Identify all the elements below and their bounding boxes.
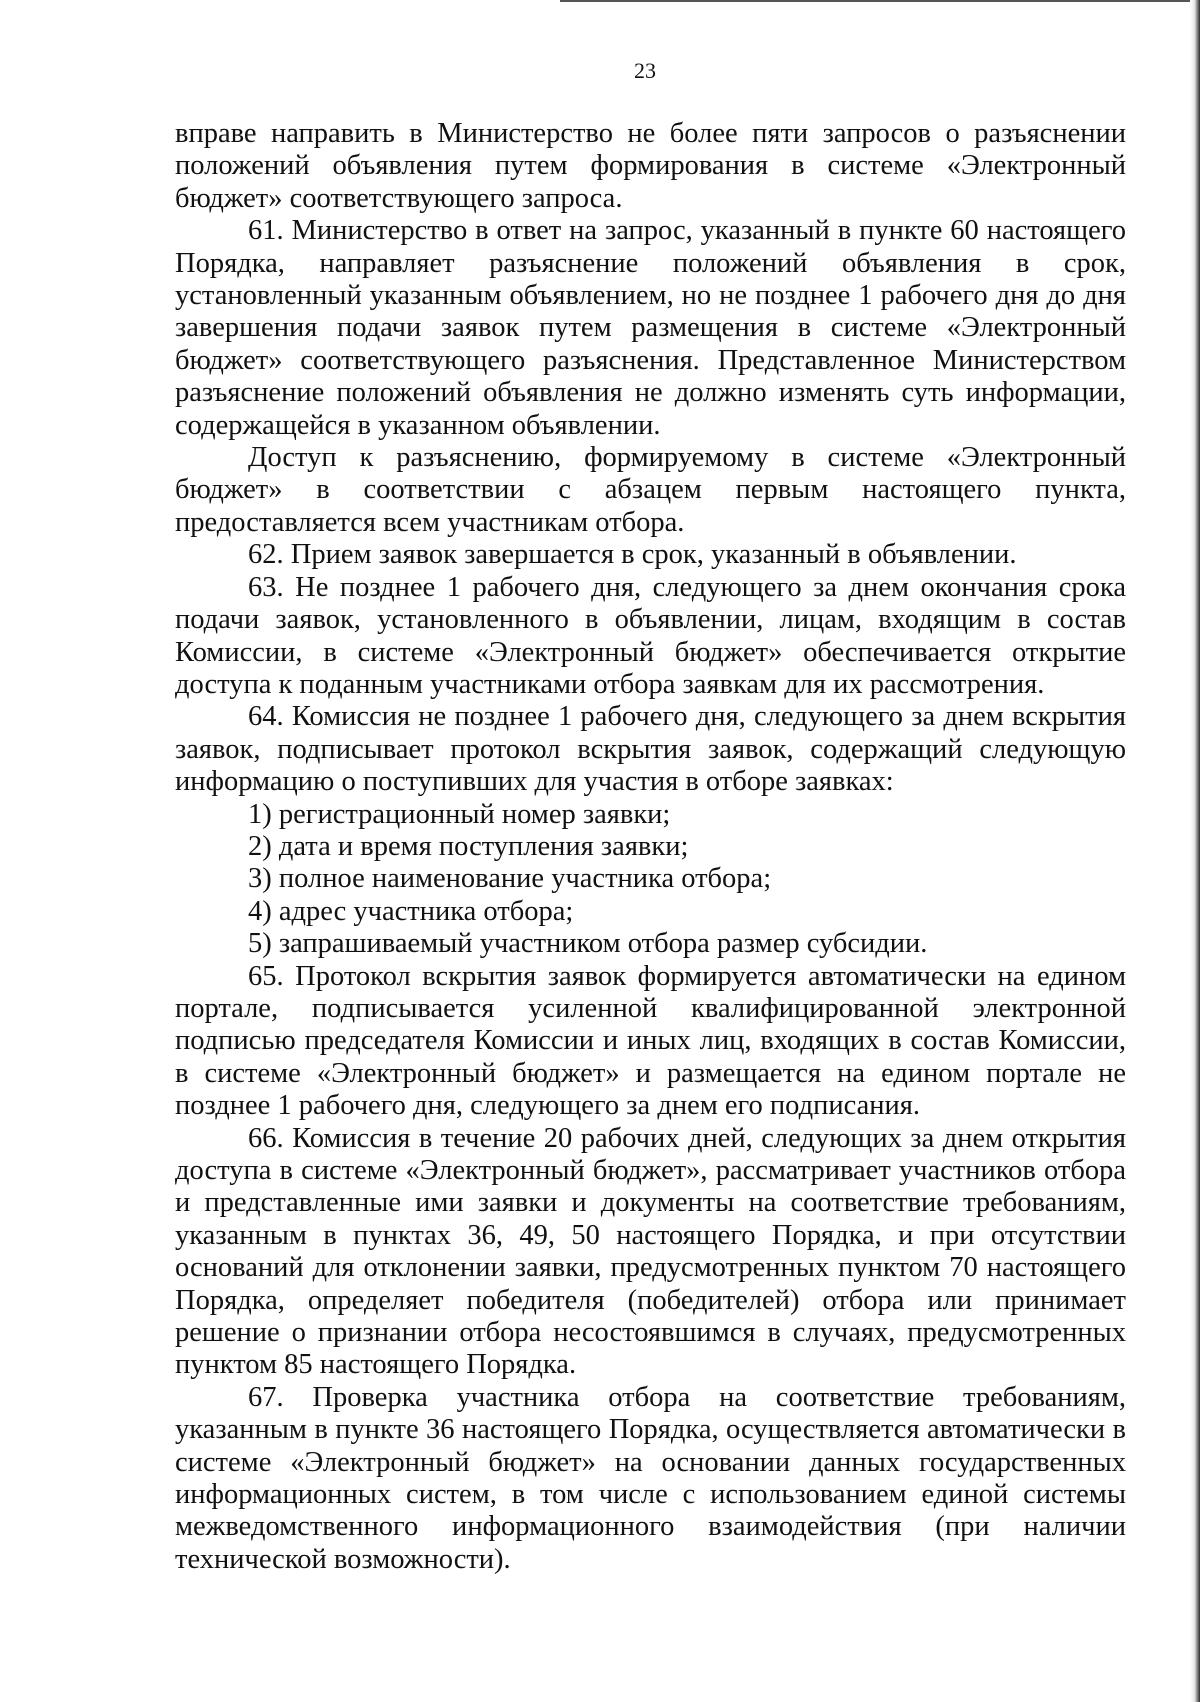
paragraph-66: 66. Комиссия в течение 20 рабочих дней, следующих за днем открытия доступа в системе «Электронный бюджет», рассматривает участников отбора и представленные ими заявки и документы на соответствие требованиям, указанным в пунктах 36, 49, 50 настоящего Порядка, и при отсутствии оснований для отклонении заявки, предусмотренных пунктом 70 настоящего Порядка, определяет победителя (победителей) отбора или принимает решение о признании отбора несостоявшимся в случаях, предусмотренных пунктом 85 настоящего Порядка. (175, 1122, 1126, 1381)
list-item: 2) дата и время поступления заявки; (248, 830, 689, 862)
paragraph-63: 63. Не позднее 1 рабочего дня, следующего за днем окончания срока подачи заявок, установленного в объявлении, лицам, входящим в состав Комиссии, в системе «Электронный бюджет» обеспечивается открытие доступа к поданным участниками отбора заявкам для их рассмотрения. (175, 571, 1126, 700)
page-number: 23 (634, 58, 656, 83)
list-item: 5) запрашиваемый участником отбора размер субсидии. (248, 928, 928, 960)
paragraph-62: 62. Прием заявок завершается в срок, указанный в объявлении. (248, 539, 1017, 571)
list-item: 4) адрес участника отбора; (248, 895, 574, 927)
scan-edge-top (560, 0, 1200, 2)
paragraph-61: 61. Министерство в ответ на запрос, указанный в пункте 60 настоящего Порядка, направляет разъяснение положений объявления в срок, установленный указанным объявлением, но не позднее 1 рабочего дня до дня завершения подачи заявок путем размещения в системе «Электронный бюджет» соответствующего разъяснения. Представленное Министерством разъяснение положений объявления не должно изменять суть информации, содержащейся в указанном объявлении. (175, 215, 1126, 441)
document-body (175, 118, 1126, 1576)
paragraph-67: 67. Проверка участника отбора на соответствие требованиям, указанным в пункте 36 настоящего Порядка, осуществляется автоматически в системе «Электронный бюджет» на основании данных государственных информационных систем, в том числе с использованием единой системы межведомственного информационного взаимодействия (при наличии технической возможности). (175, 1381, 1126, 1575)
paragraph-continuation: вправе направить в Министерство не более пяти запросов о разъяснении положений объявления путем формирования в системе «Электронный бюджет» соответствующего запроса. (175, 118, 1126, 214)
paragraph-61-access: Доступ к разъяснению, формируемому в системе «Электронный бюджет» в соответствии с абзацем первым настоящего пункта, предоставляется всем участникам отбора. (175, 442, 1126, 538)
paragraph-64: 64. Комиссия не позднее 1 рабочего дня, следующего за днем вскрытия заявок, подписывает протокол вскрытия заявок, содержащий следующую информацию о поступивших для участия в отборе заявках: (175, 701, 1126, 798)
list-item: 3) полное наименование участника отбора; (248, 863, 772, 895)
scan-edge-right (1190, 0, 1200, 1702)
paragraph-65: 65. Протокол вскрытия заявок формируется автоматически на едином портале, подписывается усиленной квалифицированной электронной подписью председателя Комиссии и иных лиц, входящих в состав Комиссии, в системе «Электронный бюджет» и размещается на едином портале не позднее 1 рабочего дня, следующего за днем его подписания. (175, 960, 1126, 1122)
list-item: 1) регистрационный номер заявки; (248, 798, 671, 830)
